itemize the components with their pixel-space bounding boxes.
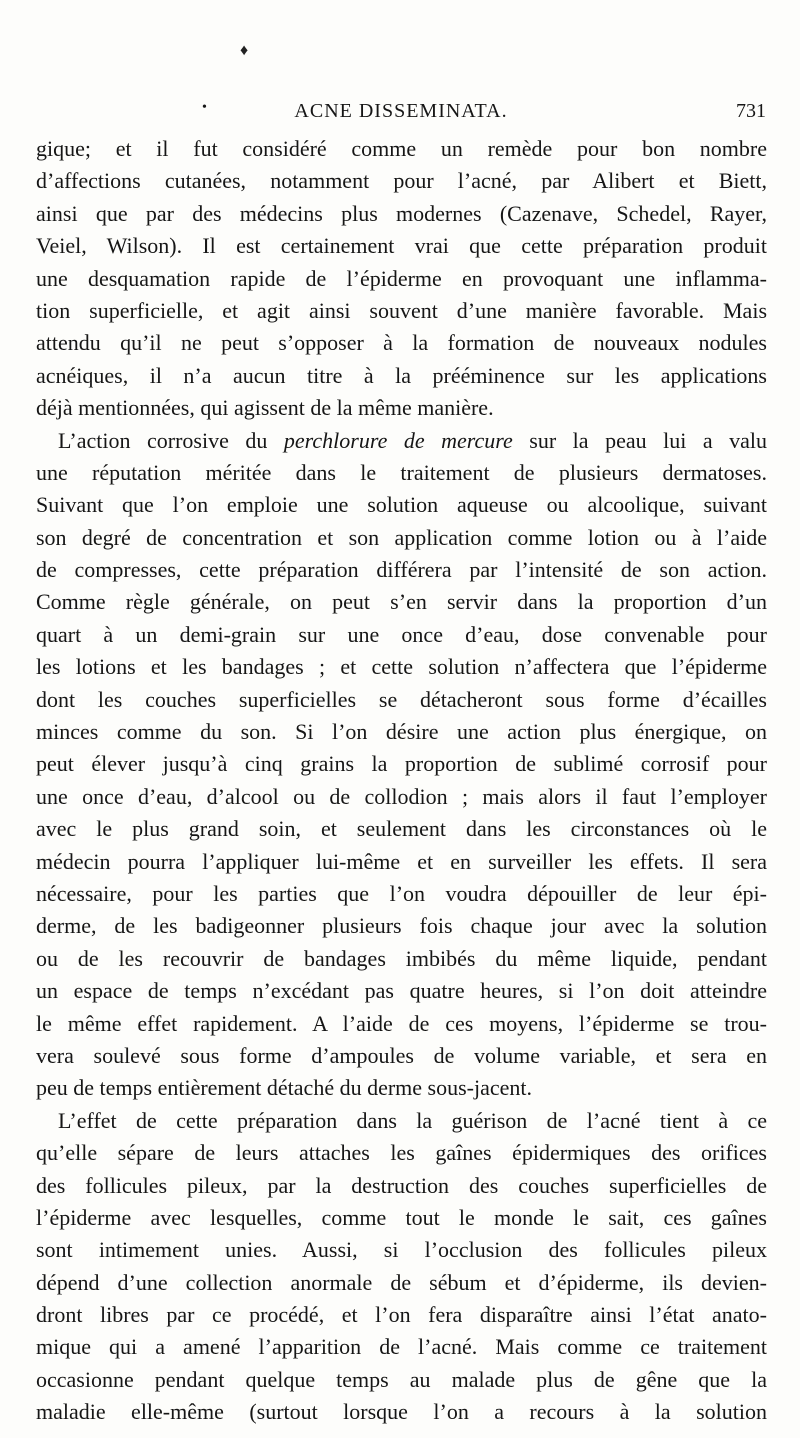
text-line: des follicules pileux, par la destruction des couches superficielles de (36, 1172, 767, 1198)
text-line: Comme règle générale, on peut s’en servir dans la proportion d’un (36, 589, 767, 615)
text-line-italic-term (36, 425, 767, 457)
text-line: occasionne pendant quelque temps au malade plus de gêne que la (36, 1366, 767, 1392)
text-line: dront libres par ce procédé, et l’on fera disparaître ainsi l’état anato- (36, 1302, 767, 1328)
text-line: quart à un demi-grain sur une once d’eau, dose convenable pour (36, 621, 767, 647)
text-line: dépend d’une collection anormale de sébum et d’épiderme, ils devien- (36, 1269, 767, 1295)
text-line: ou de les recouvrir de bandages imbibés du même liquide, pendant (36, 945, 767, 971)
text-line: avec le plus grand soin, et seulement dans les circonstances où le (36, 816, 767, 842)
text-line: Veiel, Wilson). Il est certainement vrai que cette préparation produit (36, 233, 767, 259)
running-header (36, 96, 766, 130)
text-line: attendu qu’il ne peut s’opposer à la formation de nouveaux nodules (36, 330, 767, 356)
text-span: sur la peau lui a valu (512, 427, 767, 453)
text-line: un espace de temps n’excédant pas quatre heures, si l’on doit atteindre (36, 978, 767, 1004)
text-line: le même effet rapidement. A l’aide de ces moyens, l’épiderme se trou- (36, 1010, 767, 1036)
text-line: tion superficielle, et agit ainsi souvent d’une manière favorable. Mais (36, 297, 767, 323)
text-line: ainsi que par des médecins plus modernes (Cazenave, Schedel, Rayer, (36, 200, 767, 226)
text-line: d’affections cutanées, notamment pour l’acné, par Alibert et Biett, (36, 168, 767, 194)
text-line: L’effet de cette préparation dans la guérison de l’acné tient à ce (58, 1107, 767, 1133)
text-line: peut élever jusqu’à cinq grains la proportion de sublimé corrosif pour (36, 751, 767, 777)
text-line: de compresses, cette préparation différera par l’intensité de son action. (36, 557, 767, 583)
ink-mark: ♦ (240, 42, 249, 59)
text-line: une desquamation rapide de l’épiderme en provoquant une inflamma- (36, 265, 767, 291)
text-line: sont intimement unies. Aussi, si l’occlusion des follicules pileux (36, 1237, 767, 1263)
text-span: L’action corrosive du (58, 427, 284, 453)
text-line: une réputation méritée dans le traitement de plusieurs dermatoses. (36, 459, 767, 485)
text-line: son degré de concentration et son application comme lotion ou à l’aide (36, 524, 767, 550)
page-number: 731 (736, 100, 766, 122)
text-line: vera soulevé sous forme d’ampoules de volume variable, et sera en (36, 1042, 767, 1068)
header-dot: • (202, 100, 207, 115)
text-line: Suivant que l’on emploie une solution aqueuse ou alcoolique, suivant (36, 492, 767, 518)
text-line: maladie elle-même (surtout lorsque l’on a recours à la solution (36, 1399, 767, 1425)
text-line: les lotions et les bandages ; et cette solution n’affectera que l’épiderme (36, 654, 767, 680)
text-line: mique qui a amené l’apparition de l’acné. Mais comme ce traitement (36, 1334, 767, 1360)
text-line: l’épiderme avec lesquelles, comme tout le monde le sait, ces gaînes (36, 1204, 767, 1230)
text-line: nécessaire, pour les parties que l’on voudra dépouiller de leur épi- (36, 880, 767, 906)
running-title: ACNE DISSEMINATA. (294, 100, 508, 122)
text-line: médecin pourra l’appliquer lui-même et en surveiller les effets. Il sera (36, 848, 767, 874)
body-text (36, 133, 767, 1429)
text-line: peu de temps entièrement détaché du derme sous-jacent. (36, 1075, 533, 1101)
italic-term: perchlorure de mercure (283, 427, 513, 453)
text-line: dont les couches superficielles se détacheront sous forme d’écailles (36, 686, 767, 712)
text-line: qu’elle sépare de leurs attaches les gaînes épidermiques des orifices (36, 1140, 767, 1166)
text-line: gique; et il fut considéré comme un remède pour bon nombre (36, 136, 767, 161)
text-line: une once d’eau, d’alcool ou de collodion ; mais alors il faut l’employer (36, 783, 767, 809)
text-line: acnéiques, il n’a aucun titre à la prééminence sur les applications (36, 362, 767, 388)
text-line: minces comme du son. Si l’on désire une action plus énergique, on (36, 719, 767, 745)
text-line: derme, de les badigeonner plusieurs fois chaque jour avec la solution (36, 913, 767, 939)
text-line: déjà mentionnées, qui agissent de la même manière. (36, 395, 494, 421)
